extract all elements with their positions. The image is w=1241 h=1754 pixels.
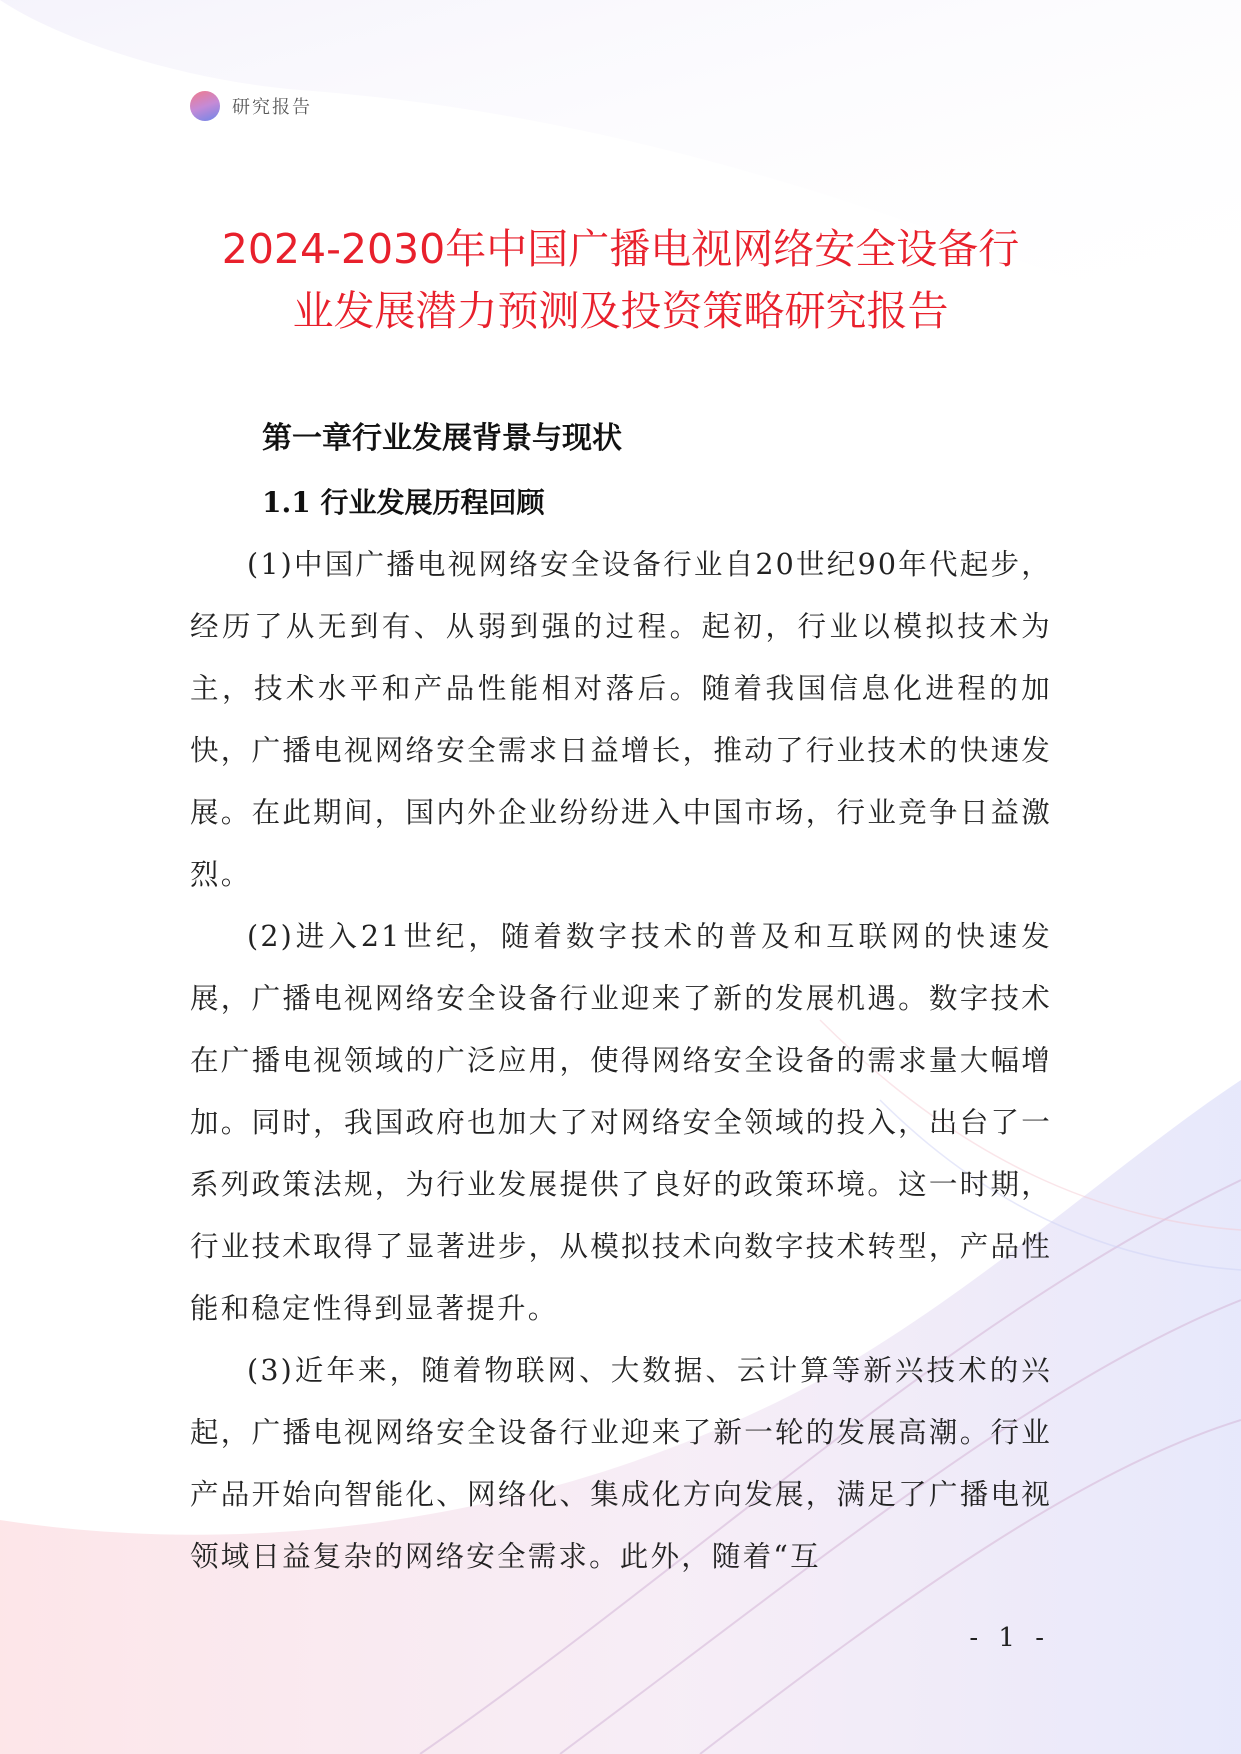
brand-logo-icon xyxy=(190,91,220,121)
brand-label: 研究报告 xyxy=(232,97,312,118)
document-title xyxy=(180,218,1061,342)
paragraph-2: (2)进入21世纪，随着数字技术的普及和互联网的快速发展，广播电视网络安全设备行业迎来了新的发展机遇。数字技术在广播电视领域的广泛应用，使得网络安全设备的需求量大幅增加。同时，我国政府也加大了对网络安全领域的投入，出台了一系列政策法规，为行业发展提供了良好的政策环境。这一时期，行业技术取得了显著进步，从模拟技术向数字技术转型，产品性能和稳定性得到显著提升。 xyxy=(190,920,1052,1325)
title-line-2: 业发展潜力预测及投资策略研究报告 xyxy=(292,287,949,335)
title-line-1: 2024-2030年中国广播电视网络安全设备行 xyxy=(221,225,1020,273)
section-heading: 1.1 行业发展历程回顾 xyxy=(262,486,545,519)
body-text xyxy=(190,534,1052,1588)
chapter-heading: 第一章行业发展背景与现状 xyxy=(262,421,622,456)
page-number: - 1 - xyxy=(969,1623,1050,1653)
paragraph-1: (1)中国广播电视网络安全设备行业自20世纪90年代起步，经历了从无到有、从弱到强的过程。起初，行业以模拟技术为主，技术水平和产品性能相对落后。随着我国信息化进程的加快，广播电视网络安全需求日益增长，推动了行业技术的快速发展。在此期间，国内外企业纷纷进入中国市场，行业竞争日益激烈。 xyxy=(190,548,1052,891)
header-brand xyxy=(190,90,312,122)
paragraph-3: (3)近年来，随着物联网、大数据、云计算等新兴技术的兴起，广播电视网络安全设备行业迎来了新一轮的发展高潮。行业产品开始向智能化、网络化、集成化方向发展，满足了广播电视领域日益复杂的网络安全需求。此外，随着“互 xyxy=(190,1354,1052,1573)
